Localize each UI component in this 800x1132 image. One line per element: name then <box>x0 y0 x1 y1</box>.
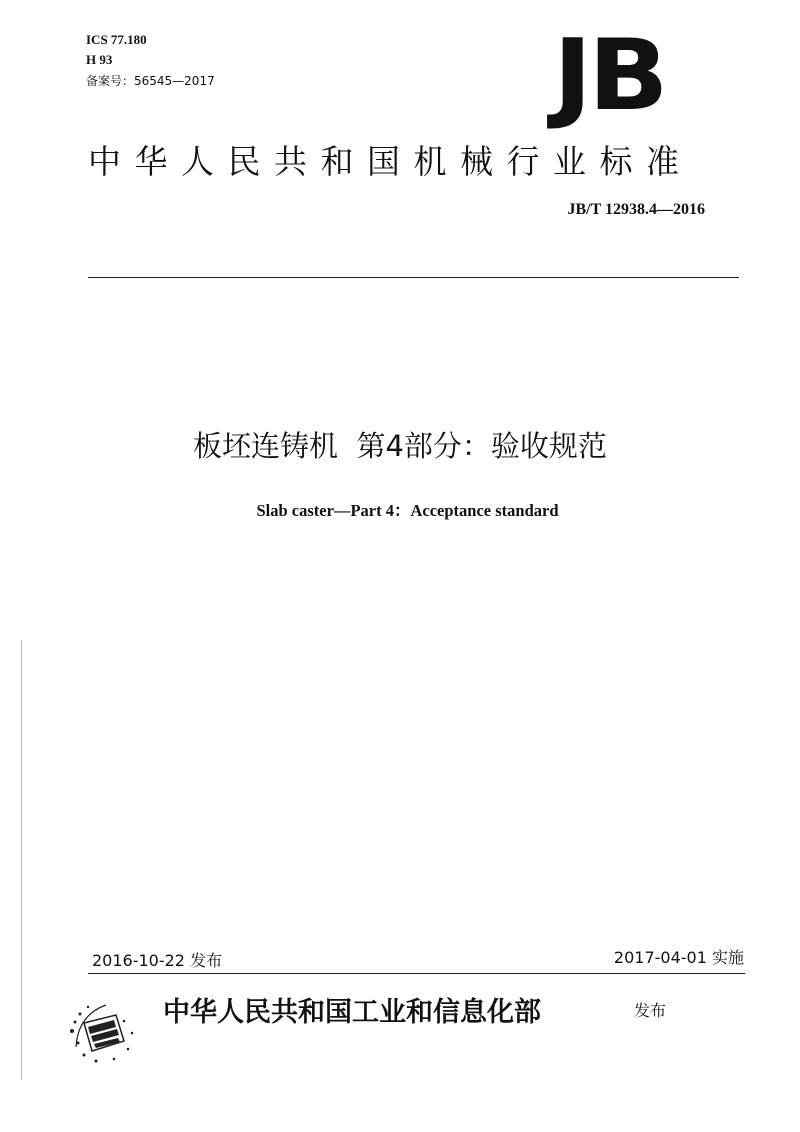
publisher-verb: 发布 <box>634 1001 667 1020</box>
header-divider <box>88 277 739 278</box>
document-title-cn: 板坯连铸机 第4部分：验收规范 <box>193 429 607 463</box>
publisher-name: 中华人民共和国工业和信息化部 <box>163 997 541 1028</box>
scan-edge-line <box>21 640 22 1080</box>
standard-number: JB/T 12938.4—2016 <box>567 201 705 218</box>
effective-date: 2017-04-01 实施 <box>613 948 744 967</box>
standard-category-title: 中华人民共和国机械行业标准 <box>88 142 693 181</box>
issue-date: 2016-10-22 发布 <box>92 951 223 970</box>
publisher-seal-icon <box>58 985 148 1075</box>
classification-code: H 93 <box>86 52 113 67</box>
document-title-en: Slab caster—Part 4：Acceptance standard <box>256 501 559 520</box>
ics-code: ICS 77.180 <box>86 32 147 47</box>
record-number: 备案号：56545—2017 <box>86 74 215 88</box>
jb-logo: JB <box>553 19 665 133</box>
footer-divider <box>88 973 745 974</box>
